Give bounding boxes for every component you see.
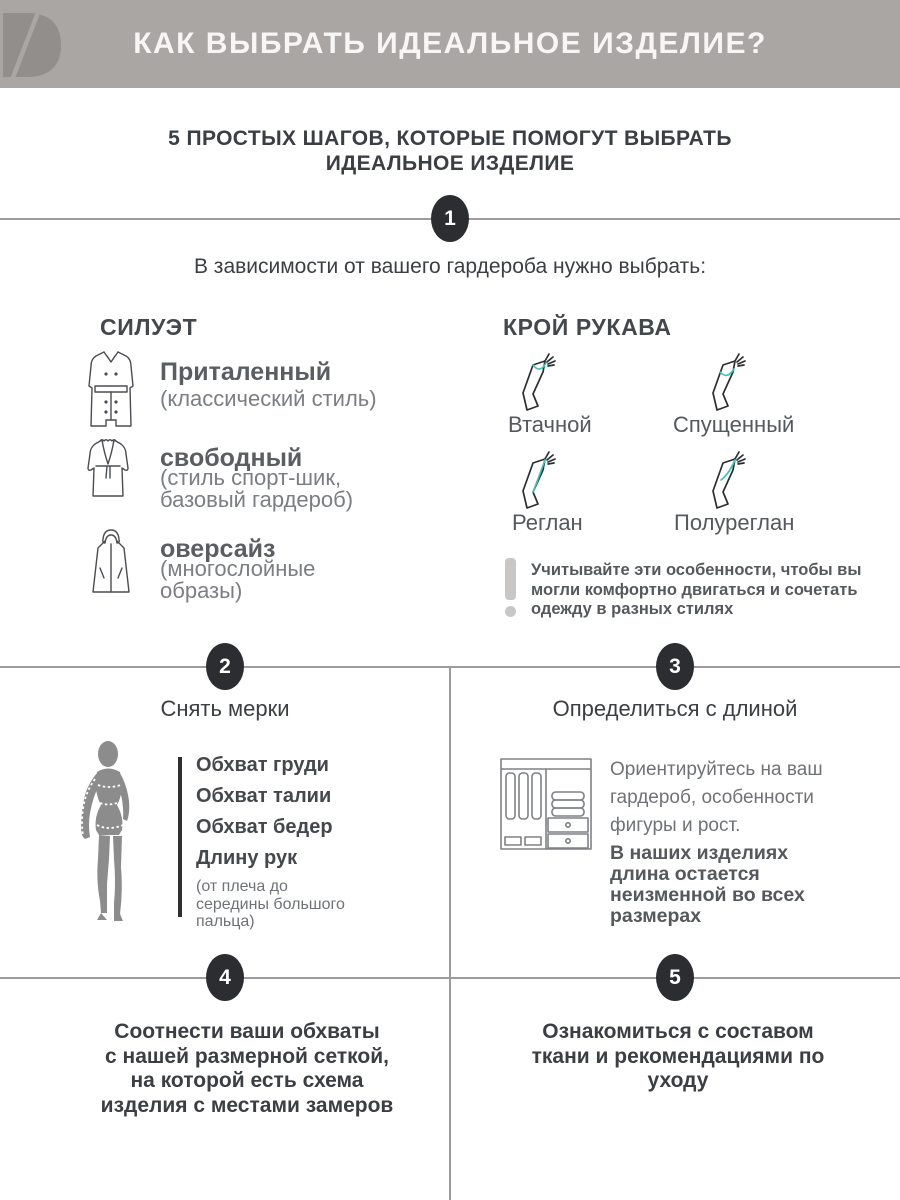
divider-step4-5: [0, 977, 900, 979]
step-1-number: 1: [444, 206, 456, 230]
step-3-bold-text: В наших изделиях длина остается неизменной во всех размерах: [610, 842, 805, 927]
measurements-list: [196, 750, 345, 931]
page-title: КАК ВЫБРАТЬ ИДЕАЛЬНОЕ ИЗДЕЛИЕ?: [133, 27, 767, 60]
measurement-item: Обхват талии: [196, 785, 332, 807]
step-3-badge: [656, 643, 694, 690]
step-3-number: 3: [669, 654, 681, 678]
sleeve-label: Втачной: [508, 412, 592, 437]
measurement-item: Длину рук: [196, 847, 298, 869]
step-4-text: Соотнести ваши обхваты с нашей размерной сеткой, на которой есть схема изделия с местами замеров: [100, 1020, 394, 1117]
fitted-coat-icon: [87, 350, 135, 428]
sleeve-label: Реглан: [512, 510, 583, 535]
silhouette-item-note: (многослойные образы): [160, 556, 316, 603]
measurements-rule: [178, 757, 182, 917]
exclamation-icon: [505, 558, 516, 600]
raglan-sleeve-icon: [518, 450, 560, 512]
wardrobe-icon: [500, 758, 592, 850]
step-5-text: Ознакомиться с составом ткани и рекомендациями по уходу: [531, 1020, 825, 1092]
female-figure-measurements-icon: [72, 741, 152, 923]
sleeve-label: Спущенный: [673, 412, 795, 437]
step-2-title: Снять мерки: [160, 696, 290, 721]
step-1-lead: В зависимости от вашего гардероба нужно выбрать:: [193, 255, 707, 278]
step-3-title: Определиться с длиной: [552, 696, 798, 721]
measurement-item: Обхват груди: [196, 754, 329, 776]
oversize-hooded-coat-icon: [88, 528, 134, 596]
sleeve-label: Полуреглан: [674, 510, 795, 535]
step-1-badge: [431, 195, 469, 242]
step-5-badge: [656, 954, 694, 1001]
measurement-note: (от плеча до середины большого пальца): [196, 878, 345, 930]
step-5-number: 5: [669, 965, 681, 989]
step-2-number: 2: [219, 654, 231, 678]
step-2-badge: [206, 643, 244, 690]
vertical-divider: [449, 667, 451, 1200]
intro-heading: [0, 126, 900, 176]
measurement-item: Обхват бедер: [196, 816, 333, 838]
header-bar: [0, 0, 900, 88]
silhouette-item-name: Приталенный: [160, 358, 332, 386]
dropped-sleeve-icon: [708, 352, 750, 414]
sleeves-warning: Учитывайте эти особенности, чтобы вы могли комфортно двигаться и сочетать одежду в разных стилях: [531, 561, 862, 618]
sleeves-heading: КРОЙ РУКАВА: [503, 314, 672, 340]
step-4-number: 4: [219, 965, 231, 989]
loose-coat-icon: [86, 438, 130, 500]
silhouette-item-name: свободный: [160, 444, 303, 472]
step-3-text: Ориентируйтесь на ваш гардероб, особенности фигуры и рост.: [610, 759, 823, 836]
exclamation-dot-icon: [505, 606, 516, 617]
silhouette-item-note: (классический стиль): [160, 386, 377, 411]
semi-raglan-sleeve-icon: [708, 450, 750, 512]
intro-line: 5 ПРОСТЫХ ШАГОВ, КОТОРЫЕ ПОМОГУТ ВЫБРАТЬ: [168, 127, 732, 150]
step-4-badge: [206, 954, 244, 1001]
silhouette-item-note: (стиль спорт-шик, базовый гардероб): [160, 465, 354, 512]
silhouette-item-name: оверсайз: [160, 535, 276, 563]
set-in-sleeve-icon: [518, 352, 560, 414]
silhouette-heading: СИЛУЭТ: [100, 314, 198, 340]
intro-line: ИДЕАЛЬНОЕ ИЗДЕЛИЕ: [325, 152, 575, 175]
